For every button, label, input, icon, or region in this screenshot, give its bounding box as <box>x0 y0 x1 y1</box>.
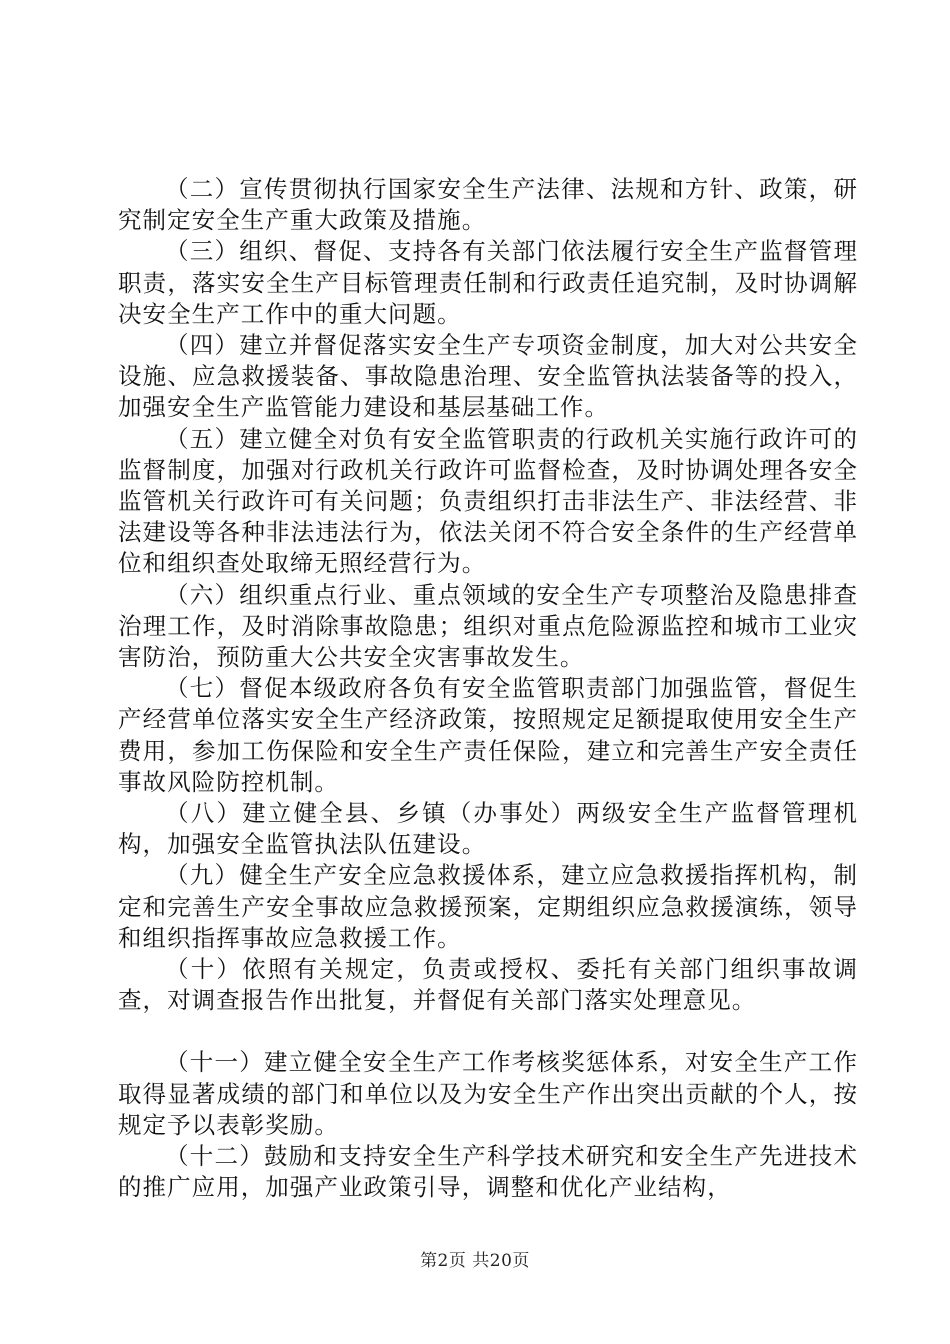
paragraph-7: （七）督促本级政府各负有安全监管职责部门加强监管，督促生产经营单位落实安全生产经济政策，按照规定足额提取使用安全生产费用，参加工伤保险和安全生产责任保险，建立和完善生产安全责任事故风险防控机制。 <box>118 674 858 796</box>
paragraph-11: （十一）建立健全安全生产工作考核奖惩体系，对安全生产工作取得显著成绩的部门和单位以及为安全生产作出突出贡献的个人，按规定予以表彰奖励。 <box>118 1048 858 1139</box>
page-footer: 第2页 共20页 <box>420 1251 530 1271</box>
paragraph-12: （十二）鼓励和支持安全生产科学技术研究和安全生产先进技术的推广应用，加强产业政策引导，调整和优化产业结构， <box>118 1142 858 1202</box>
paragraph-2: （二）宣传贯彻执行国家安全生产法律、法规和方针、政策，研究制定安全生产重大政策及措施。 <box>118 175 858 235</box>
paragraph-4: （四）建立并督促落实安全生产专项资金制度，加大对公共安全设施、应急救援装备、事故隐患治理、安全监管执法装备等的投入，加强安全生产监管能力建设和基层基础工作。 <box>118 331 858 422</box>
paragraph-3: （三）组织、督促、支持各有关部门依法履行安全生产监督管理职责，落实安全生产目标管理责任制和行政责任追究制，及时协调解决安全生产工作中的重大问题。 <box>118 237 858 328</box>
paragraph-10: （十）依照有关规定，负责或授权、委托有关部门组织事故调查，对调查报告作出批复，并督促有关部门落实处理意见。 <box>118 955 858 1015</box>
document-body <box>118 174 858 1204</box>
paragraph-8: （八）建立健全县、乡镇（办事处）两级安全生产监督管理机构，加强安全监管执法队伍建设。 <box>118 799 858 859</box>
paragraph-9: （九）健全生产安全应急救援体系，建立应急救援指挥机构，制定和完善生产安全事故应急救援预案，定期组织应急救援演练，领导和组织指挥事故应急救援工作。 <box>118 861 858 952</box>
paragraph-6: （六）组织重点行业、重点领域的安全生产专项整治及隐患排查治理工作，及时消除事故隐患；组织对重点危险源监控和城市工业灾害防治，预防重大公共安全灾害事故发生。 <box>118 580 858 672</box>
paragraph-5: （五）建立健全对负有安全监管职责的行政机关实施行政许可的监督制度，加强对行政机关行政许可监督检查，及时协调处理各安全监管机关行政许可有关问题；负责组织打击非法生产、非法经营、非法建设等各种非法违法行为，依法关闭不符合安全条件的生产经营单位和组织查处取缔无照经营行为。 <box>118 424 858 578</box>
